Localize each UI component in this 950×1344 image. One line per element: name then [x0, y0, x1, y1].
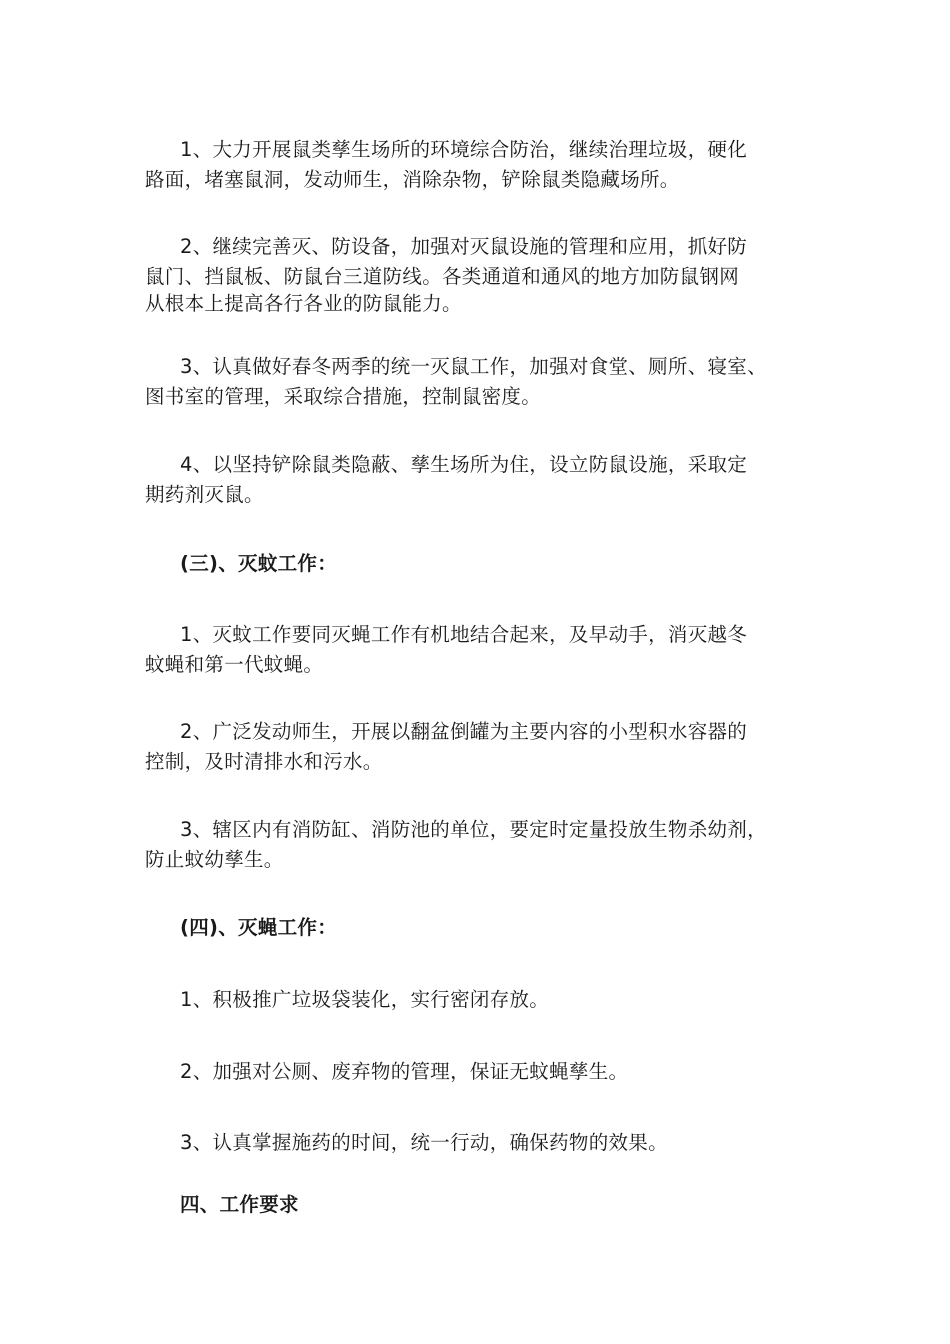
section-heading-fly	[145, 913, 810, 943]
paragraph-mosquito-1	[145, 620, 810, 680]
paragraph-line: 路面，堵塞鼠洞，发动师生，消除杂物，铲除鼠类隐藏场所。	[145, 168, 680, 192]
paragraph-line: 蚊蝇和第一代蚊蝇。	[145, 653, 324, 677]
paragraph-line: 1、大力开展鼠类孳生场所的环境综合防治，继续治理垃圾，硬化	[180, 138, 748, 161]
paragraph-line: 3、辖区内有消防缸、消防池的单位，要定时定量投放生物杀幼剂，	[180, 818, 767, 841]
paragraph-line: 2、继续完善灭、防设备，加强对灭鼠设施的管理和应用，抓好防	[180, 235, 748, 258]
paragraph-line: 2、广泛发动师生，开展以翻盆倒罐为主要内容的小型积水容器的	[180, 720, 748, 743]
paragraph-line: 1、灭蚊工作要同灭蝇工作有机地结合起来，及早动手，消灭越冬	[180, 623, 748, 646]
paragraph-rodent-4	[145, 450, 810, 510]
paragraph-line: 3、认真掌握施药的时间，统一行动，确保药物的效果。	[180, 1131, 668, 1154]
heading-text: (三)、灭蚊工作：	[180, 552, 338, 575]
heading-text: 四、工作要求	[180, 1193, 299, 1216]
paragraph-line: 防止蚊幼孳生。	[145, 848, 284, 872]
paragraph-rodent-2	[145, 232, 810, 316]
paragraph-line: 从根本上提高各行各业的防鼠能力。	[145, 292, 462, 316]
paragraph-fly-2	[145, 1057, 810, 1087]
paragraph-line: 鼠门、挡鼠板、防鼠台三道防线。各类通道和通风的地方加防鼠钢网	[145, 265, 740, 289]
paragraph-line: 1、积极推广垃圾袋装化，实行密闭存放。	[180, 988, 550, 1011]
paragraph-line: 图书室的管理，采取综合措施，控制鼠密度。	[145, 385, 542, 409]
paragraph-line: 控制，及时清排水和污水。	[145, 750, 383, 774]
section-heading-mosquito	[145, 549, 810, 579]
paragraph-rodent-3	[145, 352, 810, 412]
paragraph-line: 4、以坚持铲除鼠类隐蔽、孳生场所为住，设立防鼠设施，采取定	[180, 453, 748, 476]
paragraph-line: 3、认真做好春冬两季的统一灭鼠工作，加强对食堂、厕所、寝室、	[180, 355, 767, 378]
paragraph-fly-1	[145, 985, 810, 1015]
heading-text: (四)、灭蝇工作：	[180, 916, 338, 939]
paragraph-fly-3	[145, 1128, 810, 1158]
section-heading-requirements	[145, 1190, 810, 1220]
paragraph-mosquito-3	[145, 815, 810, 875]
paragraph-rodent-1	[145, 135, 810, 195]
paragraph-line: 2、加强对公厕、废弃物的管理，保证无蚊蝇孳生。	[180, 1060, 629, 1083]
paragraph-mosquito-2	[145, 717, 810, 777]
paragraph-line: 期药剂灭鼠。	[145, 483, 264, 507]
